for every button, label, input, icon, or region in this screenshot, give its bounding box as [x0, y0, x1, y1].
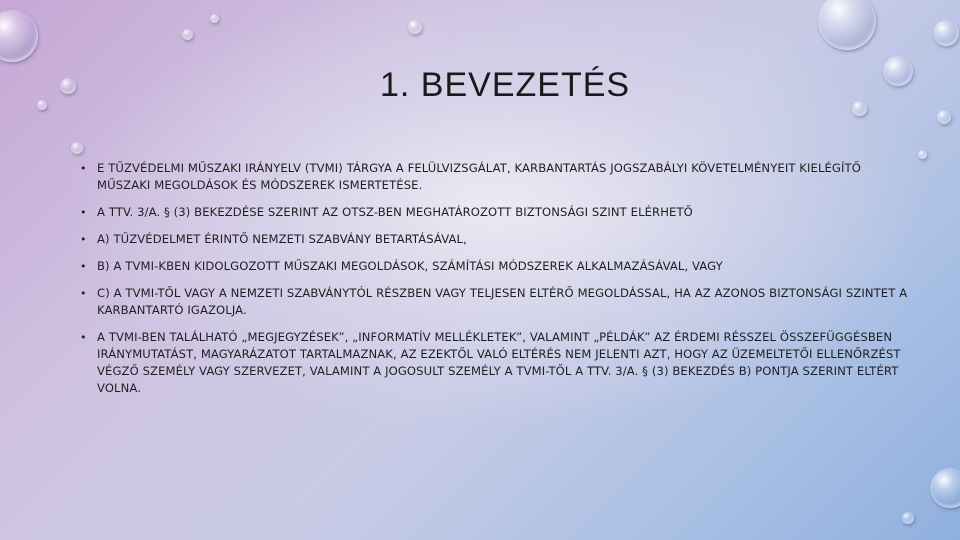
bullet-item: • C) A TVMI-TŐL VAGY A NEMZETI SZABVÁNYTÓL RÉSZBEN VAGY TELJESEN ELTÉRŐ MEGOLDÁSSAL, HA AZ AZONOS BIZTONSÁGI SZINTET A KARBANTARTÓ IGAZOLJA.	[80, 285, 910, 319]
water-drop-decoration	[210, 14, 219, 23]
water-drop-decoration	[60, 78, 76, 94]
bullet-item: • E TŰZVÉDELMI MŰSZAKI IRÁNYELV (TVMI) TÁRGYA A FELÜLVIZSGÁLAT, KARBANTARTÁS JOGSZABÁLYI KÖVETELMÉNYEIT KIELÉGÍTŐ MŰSZAKI MEGOLDÁSOK ÉS MÓDSZEREK ISMERTETÉSE.	[80, 160, 910, 194]
water-drop-decoration	[408, 20, 422, 34]
water-drop-decoration	[71, 142, 83, 154]
bullet-item: • B) A TVMI-KBEN KIDOLGOZOTT MŰSZAKI MEGOLDÁSOK, SZÁMÍTÁSI MÓDSZEREK ALKALMAZÁSÁVAL, VAGY	[80, 258, 910, 275]
water-drop-decoration	[883, 56, 913, 86]
bullet-list	[80, 160, 910, 407]
water-drop-decoration	[902, 512, 914, 524]
water-drop-decoration	[37, 100, 47, 110]
water-drop-decoration	[930, 468, 960, 508]
water-drop-decoration	[0, 10, 38, 62]
bullet-item: • A) TŰZVÉDELMET ÉRINTŐ NEMZETI SZABVÁNY BETARTÁSÁVAL,	[80, 231, 910, 248]
water-drop-decoration	[918, 150, 927, 159]
slide-title: 1. BEVEZETÉS	[380, 66, 631, 104]
bullet-item: • A TTV. 3/A. § (3) BEKEZDÉSE SZERINT AZ OTSZ-BEN MEGHATÁROZOTT BIZTONSÁGI SZINT ELÉRHETŐ	[80, 204, 910, 221]
water-drop-decoration	[182, 29, 193, 40]
water-drop-decoration	[818, 0, 876, 50]
water-drop-decoration	[937, 110, 951, 124]
water-drop-decoration	[852, 101, 867, 116]
water-drop-decoration	[933, 20, 959, 46]
bullet-item: • A TVMI-BEN TALÁLHATÓ „MEGJEGYZÉSEK”, „INFORMATÍV MELLÉKLETEK”, VALAMINT „PÉLDÁK” AZ ÉRDEMI RÉSSZEL ÖSSZEFÜGGÉSBEN IRÁNYMUTATÁST, MAGYARÁZATOT TARTALMAZNAK, AZ EZEKTŐL VALÓ ELTÉRÉS NEM JELENTI AZT, HOGY AZ ÜZEMELTETŐI ELLENŐRZÉST VÉGZŐ SZEMÉLY VAGY SZERVEZET, VALAMINT A JOGOSULT SZEMÉLY A TVMI-TŐL A TTV. 3/A. § (3) BEKEZDÉS B) PONTJA SZERINT ELTÉRT VOLNA.	[80, 329, 910, 397]
